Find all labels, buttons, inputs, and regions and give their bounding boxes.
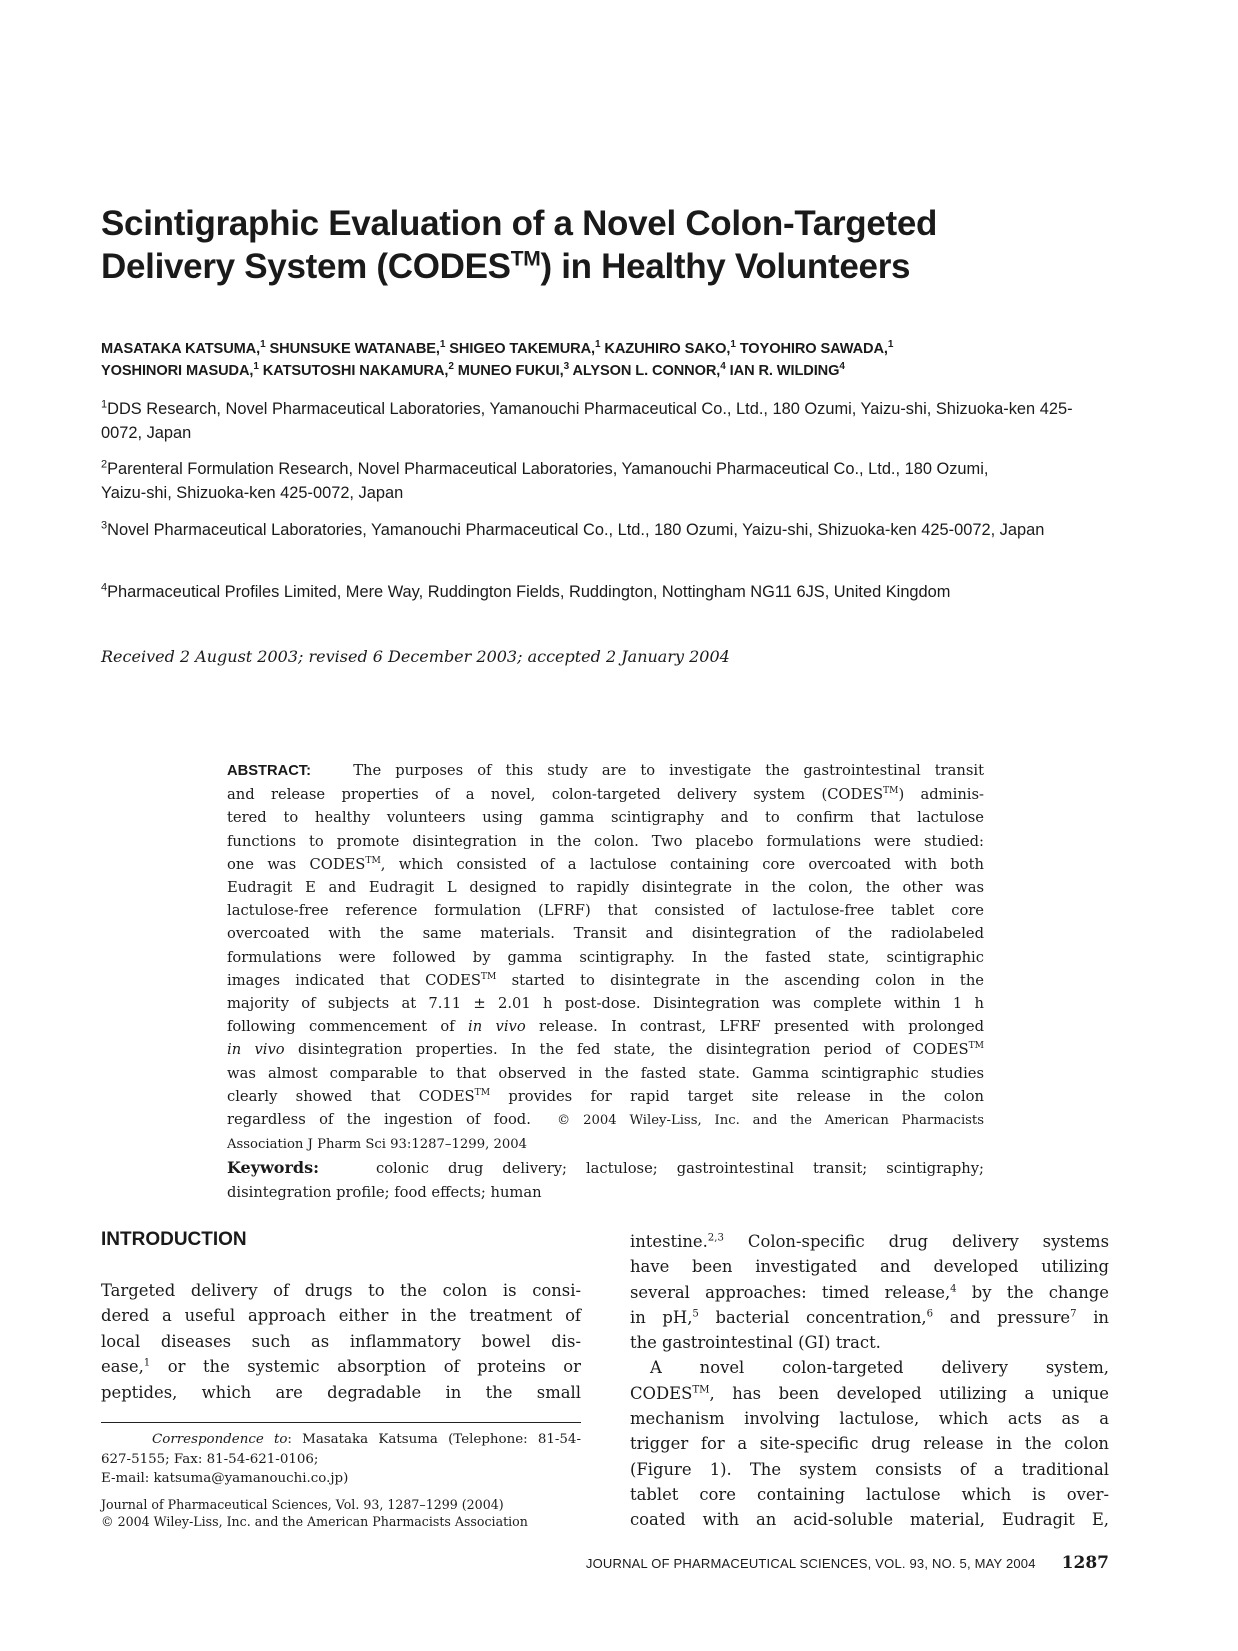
text-line	[227, 1038, 984, 1061]
text-run: (Figure 1). The system consists of a traditional	[630, 1459, 1109, 1479]
text-run: , has been developed utilizing a unique	[709, 1383, 1109, 1403]
superscript: 1	[260, 339, 266, 351]
text-run: IAN R. WILDING	[725, 363, 840, 379]
text-run: one was CODES	[227, 855, 366, 873]
text-line	[101, 1303, 581, 1328]
superscript: 5	[692, 1308, 699, 1320]
abstract	[227, 759, 984, 1204]
italic-text: Correspondence to	[101, 1432, 288, 1447]
text-run: trigger for a site-specific drug release in the colon	[630, 1434, 1109, 1454]
text-run: SHIGEO TAKEMURA,	[445, 341, 595, 357]
footnote-divider	[101, 1422, 581, 1423]
text-run: KATSUTOSHI NAKAMURA,	[258, 363, 449, 379]
text-run: local diseases such as inflammatory bowel dis-	[101, 1331, 581, 1351]
text-run: mechanism involving lactulose, which acts as a	[630, 1409, 1109, 1429]
text-run: A novel colon-targeted delivery system,	[650, 1358, 1109, 1378]
text-line	[227, 1108, 984, 1132]
text-line	[630, 1229, 1109, 1254]
affiliation-text: DDS Research, Novel Pharmaceutical Laboratories, Yamanouchi Pharmaceutical Co., Ltd., 180 Ozumi, Yaizu-shi, Shizuoka-ken 425-0072, Japan	[101, 400, 1073, 442]
affiliation-2	[101, 458, 1001, 505]
text-run: coated with an acid-soluble material, Eudragit E,	[630, 1510, 1109, 1530]
text-run: have been investigated and developed utilizing	[630, 1257, 1109, 1277]
journal-citation-footnote	[101, 1496, 581, 1530]
text-line	[101, 1496, 581, 1513]
text-run: bacterial concentration,	[698, 1307, 927, 1327]
text-line	[630, 1406, 1109, 1431]
text-line	[101, 1329, 581, 1354]
text-line	[101, 1380, 581, 1405]
text-run: Colon-specific drug delivery systems	[723, 1232, 1109, 1251]
superscript: 4	[950, 1283, 957, 1295]
text-run: © 2004 Wiley-Liss, Inc. and the American Pharmacists Association	[101, 1514, 528, 1529]
text-run: started to disintegrate in the ascending colon in the	[496, 971, 984, 989]
introduction-right-column	[630, 1229, 1109, 1533]
text-run: ALYSON L. CONNOR,	[569, 363, 721, 379]
text-run: MUNEO FUKUI,	[453, 363, 564, 379]
text-run: regardless of the ingestion of food.	[227, 1111, 545, 1129]
text-run: formulations were followed by gamma scintigraphy. In the fasted state, scintigraphic	[227, 948, 984, 966]
affiliation-text: Novel Pharmaceutical Laboratories, Yamanouchi Pharmaceutical Co., Ltd., 180 Ozumi, Yaizu-shi, Shizuoka-ken 425-0072, Japan	[107, 521, 1045, 539]
text-run: peptides, which are degradable in the small	[101, 1382, 581, 1402]
affiliation-text: Parenteral Formulation Research, Novel Pharmaceutical Laboratories, Yamanouchi Pharmaceutical Co., Ltd., 180 Ozumi, Yaizu-shi, Shizuoka-ken 425-0072, Japan	[101, 460, 989, 502]
text-run: overcoated with the same materials. Transit and disintegration of the radiolabeled	[227, 925, 984, 943]
text-run: KAZUHIRO SAKO,	[600, 341, 731, 357]
superscript: 1	[143, 1357, 151, 1369]
text-line	[227, 992, 984, 1015]
text-line	[227, 830, 984, 853]
superscript: 1	[253, 361, 259, 373]
superscript: 1	[730, 339, 736, 351]
text-run: colonic drug delivery; lactulose; gastrointestinal transit; scintigraphy;	[319, 1160, 984, 1178]
text-line	[101, 1513, 581, 1530]
page-footer	[586, 1553, 1109, 1573]
title-line-1: Scintigraphic Evaluation of a Novel Colon-Targeted	[101, 204, 938, 243]
text-line	[227, 876, 984, 899]
superscript: TM	[474, 1087, 491, 1098]
text-line	[630, 1305, 1109, 1330]
text-run: release. In contrast, LFRF presented with prolonged	[525, 1018, 985, 1036]
superscript: 3	[563, 361, 570, 373]
text-line	[630, 1431, 1109, 1456]
text-run: images indicated that CODES	[227, 971, 481, 989]
correspondence-footnote	[101, 1430, 581, 1489]
introduction-left-column	[101, 1278, 581, 1405]
label-text: Keywords:	[227, 1158, 320, 1178]
text-line	[227, 969, 984, 992]
text-line	[227, 806, 984, 829]
superscript: TM	[480, 971, 497, 982]
text-run: YOSHINORI MASUDA,	[101, 363, 254, 379]
text-run: clearly showed that CODES	[227, 1087, 475, 1105]
text-run: in pH,	[630, 1307, 693, 1327]
text-line	[630, 1280, 1109, 1305]
text-run: following commencement of	[227, 1018, 469, 1036]
title-text: ) in Healthy Volunteers	[540, 247, 911, 286]
text-line	[227, 899, 984, 922]
superscript: TM	[365, 855, 381, 866]
text-run: ) adminis-	[898, 786, 984, 804]
text-run: and pressure	[933, 1307, 1071, 1327]
text-line	[630, 1457, 1109, 1482]
text-line	[101, 360, 893, 382]
text-run: © 2004 Wiley-Liss, Inc. and the American Pharmacists	[544, 1113, 984, 1129]
superscript: 1	[595, 339, 601, 351]
superscript: 4	[839, 361, 845, 373]
text-run: Eudragit E and Eudragit L designed to rapidly disintegrate in the colon, the other was	[227, 879, 984, 897]
text-run: CODES	[630, 1383, 693, 1403]
text-run: and release properties of a novel, colon-targeted delivery system (CODES	[227, 786, 884, 804]
affiliation-number: 4	[101, 581, 108, 594]
affiliation-4	[101, 581, 1111, 605]
text-run: or the systemic absorption of proteins or	[150, 1357, 581, 1377]
text-line	[227, 1156, 984, 1180]
text-line	[227, 853, 984, 876]
trademark-superscript: TM	[510, 247, 541, 271]
text-run: Targeted delivery of drugs to the colon is consi-	[101, 1281, 581, 1300]
text-run: : Masataka Katsuma (Telephone: 81-54-	[287, 1432, 581, 1447]
text-line	[630, 1355, 1109, 1380]
title-text: Delivery System (CODES	[101, 247, 511, 286]
text-run: TOYOHIRO SAWADA,	[735, 341, 888, 357]
affiliation-3	[101, 519, 1111, 543]
text-run: Journal of Pharmaceutical Sciences, Vol. 93, 1287–1299 (2004)	[101, 1497, 504, 1512]
superscript: 2	[448, 361, 454, 373]
text-line	[227, 922, 984, 945]
text-run: disintegration profile; food effects; human	[227, 1183, 542, 1201]
text-line	[630, 1254, 1109, 1279]
received-dates: Received 2 August 2003; revised 6 December 2003; accepted 2 January 2004	[101, 647, 730, 666]
text-run: functions to promote disintegration in the colon. Two placebo formulations were studied:	[227, 832, 984, 850]
superscript: 4	[720, 361, 726, 373]
text-line	[227, 783, 984, 806]
text-line	[630, 1482, 1109, 1507]
superscript: 6	[926, 1308, 934, 1320]
italic-text: in vivo	[227, 1041, 285, 1059]
text-run: lactulose-free reference formulation (LFRF) that consisted of lactulose-free tablet core	[227, 902, 984, 920]
text-run: intestine.	[630, 1232, 708, 1251]
text-line	[101, 1278, 581, 1303]
superscript: TM	[692, 1384, 710, 1396]
text-run: ease,	[101, 1357, 144, 1377]
text-line	[630, 1507, 1109, 1532]
text-line	[227, 1062, 984, 1085]
text-line	[227, 1085, 984, 1108]
page-number: 1287	[1061, 1553, 1109, 1573]
superscript: 1	[439, 339, 446, 351]
affiliation-1	[101, 398, 1111, 445]
footer-journal-name: JOURNAL OF PHARMACEUTICAL SCIENCES, VOL. 93, NO. 5, MAY 2004	[585, 1556, 1036, 1571]
text-run: was almost comparable to that observed in the fasted state. Gamma scintigraphic studies	[227, 1064, 984, 1082]
text-line	[227, 759, 984, 783]
text-run: Association J Pharm Sci 93:1287–1299, 2004	[227, 1137, 528, 1153]
affiliation-number: 1	[101, 398, 108, 411]
superscript: TM	[968, 1041, 984, 1052]
text-line	[101, 1430, 581, 1450]
text-run: in	[1076, 1307, 1109, 1327]
text-line	[101, 338, 893, 360]
text-run: tablet core containing lactulose which is over-	[630, 1484, 1109, 1504]
text-run: , which consisted of a lactulose containing core overcoated with both	[380, 855, 984, 873]
text-run: 627-5155; Fax: 81-54-621-0106;	[101, 1451, 319, 1467]
text-line	[227, 1015, 984, 1038]
affiliation-number: 2	[101, 458, 108, 471]
text-run: majority of subjects at 7.11 ± 2.01 h post-dose. Disintegration was complete within 1 h	[227, 995, 984, 1013]
text-run: by the change	[956, 1282, 1109, 1302]
text-line	[101, 1450, 581, 1470]
title-line-2	[101, 245, 937, 288]
text-run: the gastrointestinal (GI) tract.	[630, 1333, 881, 1353]
label-text: ABSTRACT:	[227, 763, 312, 779]
italic-text: in vivo	[468, 1018, 526, 1036]
section-heading-introduction: INTRODUCTION	[101, 1229, 247, 1250]
text-line	[101, 1354, 581, 1379]
text-run: provides for rapid target site release in the colon	[490, 1087, 984, 1105]
text-line	[227, 1132, 984, 1156]
text-run: several approaches: timed release,	[630, 1282, 951, 1302]
text-run: tered to healthy volunteers using gamma scintigraphy and to confirm that lactulose	[227, 809, 984, 827]
superscript: 7	[1070, 1308, 1077, 1320]
affiliation-text: Pharmaceutical Profiles Limited, Mere Way, Ruddington Fields, Ruddington, Nottingham NG11 6JS, United Kingdom	[107, 583, 951, 601]
text-run: The purposes of this study are to investigate the gastrointestinal transit	[311, 762, 984, 779]
text-run: SHUNSUKE WATANABE,	[265, 341, 440, 357]
text-run: MASATAKA KATSUMA,	[101, 341, 261, 357]
superscript: 1	[887, 339, 894, 351]
superscript: 2,3	[707, 1232, 724, 1244]
text-line	[227, 946, 984, 969]
text-line	[101, 1469, 581, 1489]
superscript: TM	[883, 786, 899, 797]
affiliation-number: 3	[101, 519, 108, 532]
text-run: dered a useful approach either in the treatment of	[101, 1306, 581, 1326]
text-line	[630, 1330, 1109, 1355]
text-line	[630, 1381, 1109, 1406]
article-title	[101, 202, 937, 288]
text-run: disintegration properties. In the fed state, the disintegration period of CODES	[284, 1041, 969, 1059]
text-line	[227, 1181, 984, 1204]
text-run: E-mail: katsuma@yamanouchi.co.jp)	[101, 1471, 349, 1486]
author-list	[101, 338, 893, 382]
